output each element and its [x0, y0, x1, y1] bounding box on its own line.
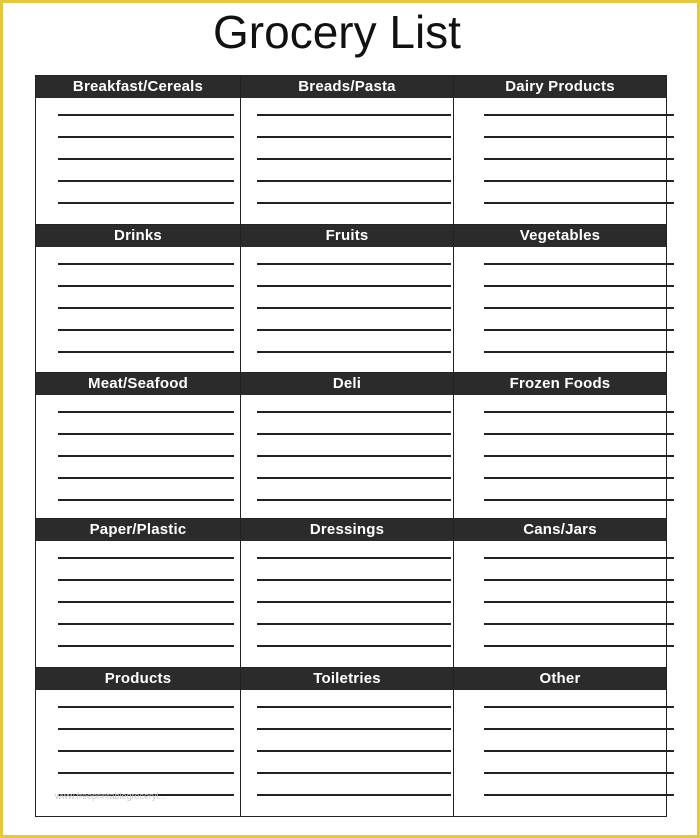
writing-line[interactable] — [484, 263, 674, 265]
writing-line[interactable] — [58, 180, 234, 182]
writing-line[interactable] — [484, 728, 674, 730]
writing-line[interactable] — [58, 728, 234, 730]
category-header: Dressings — [241, 519, 453, 541]
writing-line[interactable] — [257, 411, 451, 413]
page-title: Grocery List — [213, 6, 461, 58]
writing-line[interactable] — [257, 285, 451, 287]
writing-line[interactable] — [58, 263, 234, 265]
writing-line[interactable] — [257, 351, 451, 353]
category-box — [240, 667, 454, 817]
writing-line[interactable] — [58, 623, 234, 625]
category-box — [453, 372, 667, 519]
writing-line[interactable] — [484, 477, 674, 479]
writing-line[interactable] — [484, 158, 674, 160]
writing-line[interactable] — [257, 329, 451, 331]
writing-line[interactable] — [484, 180, 674, 182]
writing-line[interactable] — [484, 750, 674, 752]
writing-line[interactable] — [58, 601, 234, 603]
writing-line[interactable] — [257, 180, 451, 182]
category-header: Dairy Products — [454, 76, 666, 98]
writing-line[interactable] — [58, 351, 234, 353]
writing-line[interactable] — [58, 557, 234, 559]
category-header: Drinks — [36, 225, 240, 247]
writing-line[interactable] — [257, 794, 451, 796]
writing-line[interactable] — [58, 772, 234, 774]
category-box — [35, 75, 241, 225]
watermark: www.freeprintablegroceryl... — [55, 791, 167, 801]
category-header: Frozen Foods — [454, 373, 666, 395]
writing-line[interactable] — [484, 794, 674, 796]
writing-line[interactable] — [484, 645, 674, 647]
writing-line[interactable] — [257, 750, 451, 752]
category-box — [453, 75, 667, 225]
writing-line[interactable] — [257, 557, 451, 559]
writing-line[interactable] — [58, 750, 234, 752]
writing-line[interactable] — [257, 623, 451, 625]
writing-line[interactable] — [257, 202, 451, 204]
category-header: Other — [454, 668, 666, 690]
category-box — [35, 518, 241, 668]
writing-line[interactable] — [484, 601, 674, 603]
writing-line[interactable] — [58, 114, 234, 116]
writing-line[interactable] — [484, 623, 674, 625]
category-header: Products — [36, 668, 240, 690]
writing-line[interactable] — [58, 499, 234, 501]
category-header: Deli — [241, 373, 453, 395]
writing-line[interactable] — [257, 433, 451, 435]
writing-line[interactable] — [257, 706, 451, 708]
writing-line[interactable] — [58, 202, 234, 204]
writing-line[interactable] — [58, 285, 234, 287]
writing-line[interactable] — [484, 307, 674, 309]
writing-line[interactable] — [484, 114, 674, 116]
category-header: Breakfast/Cereals — [36, 76, 240, 98]
writing-line[interactable] — [58, 329, 234, 331]
category-box — [453, 518, 667, 668]
category-header: Vegetables — [454, 225, 666, 247]
writing-line[interactable] — [484, 557, 674, 559]
category-box — [453, 224, 667, 373]
category-box — [240, 518, 454, 668]
category-box — [453, 667, 667, 817]
writing-line[interactable] — [257, 772, 451, 774]
writing-line[interactable] — [484, 202, 674, 204]
writing-line[interactable] — [484, 772, 674, 774]
writing-line[interactable] — [484, 136, 674, 138]
writing-line[interactable] — [484, 411, 674, 413]
writing-line[interactable] — [257, 136, 451, 138]
category-box — [240, 224, 454, 373]
category-box — [240, 372, 454, 519]
writing-line[interactable] — [257, 477, 451, 479]
writing-line[interactable] — [58, 433, 234, 435]
writing-line[interactable] — [58, 158, 234, 160]
category-header: Cans/Jars — [454, 519, 666, 541]
category-header: Meat/Seafood — [36, 373, 240, 395]
category-box — [240, 75, 454, 225]
writing-line[interactable] — [58, 477, 234, 479]
writing-line[interactable] — [484, 285, 674, 287]
writing-line[interactable] — [257, 601, 451, 603]
writing-line[interactable] — [484, 706, 674, 708]
writing-line[interactable] — [58, 307, 234, 309]
writing-line[interactable] — [484, 433, 674, 435]
writing-line[interactable] — [58, 706, 234, 708]
writing-line[interactable] — [484, 351, 674, 353]
writing-line[interactable] — [484, 455, 674, 457]
writing-line[interactable] — [257, 114, 451, 116]
category-grid — [35, 75, 667, 817]
writing-line[interactable] — [58, 579, 234, 581]
category-header: Toiletries — [241, 668, 453, 690]
writing-line[interactable] — [484, 499, 674, 501]
writing-line[interactable] — [257, 307, 451, 309]
writing-line[interactable] — [58, 136, 234, 138]
writing-line[interactable] — [257, 499, 451, 501]
writing-line[interactable] — [257, 455, 451, 457]
writing-line[interactable] — [257, 263, 451, 265]
category-box — [35, 372, 241, 519]
category-header: Paper/Plastic — [36, 519, 240, 541]
writing-line[interactable] — [257, 645, 451, 647]
writing-line[interactable] — [58, 455, 234, 457]
writing-line[interactable] — [257, 579, 451, 581]
writing-line[interactable] — [257, 728, 451, 730]
writing-line[interactable] — [58, 645, 234, 647]
writing-line[interactable] — [58, 411, 234, 413]
category-header: Fruits — [241, 225, 453, 247]
category-box — [35, 224, 241, 373]
category-header: Breads/Pasta — [241, 76, 453, 98]
writing-line[interactable] — [484, 579, 674, 581]
writing-line[interactable] — [484, 329, 674, 331]
writing-line[interactable] — [257, 158, 451, 160]
